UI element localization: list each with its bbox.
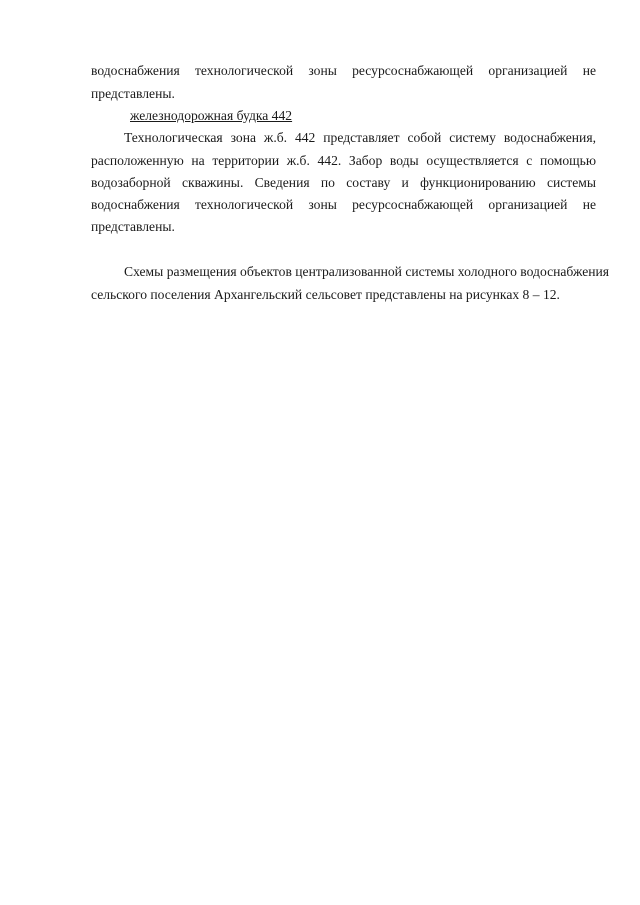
paragraph3-line1: Схемы размещения объектов централизованной системы холодного водоснабжения (124, 264, 610, 279)
paragraph2-line3: водозаборной скважины. Сведения по составу и функционированию системы (91, 175, 596, 190)
subheading: железнодорожная будка 442 (130, 108, 293, 123)
paragraph2-line4: водоснабжения технологической зоны ресурсоснабжающей организацией не (91, 197, 596, 212)
paragraph2-line1: Технологическая зона ж.б. 442 представляет собой систему водоснабжения, (124, 130, 596, 145)
paragraph2-line5: представлены. (91, 219, 175, 234)
paragraph3-line2: сельского поселения Архангельский сельсовет представлены на рисунках 8 – 12. (91, 287, 560, 302)
paragraph1-line1: водоснабжения технологической зоны ресурсоснабжающей организацией не (91, 63, 596, 78)
paragraph1-line2: представлены. (91, 86, 175, 101)
paragraph2-line2: расположенную на территории ж.б. 442. Забор воды осуществляется с помощью (91, 153, 596, 168)
